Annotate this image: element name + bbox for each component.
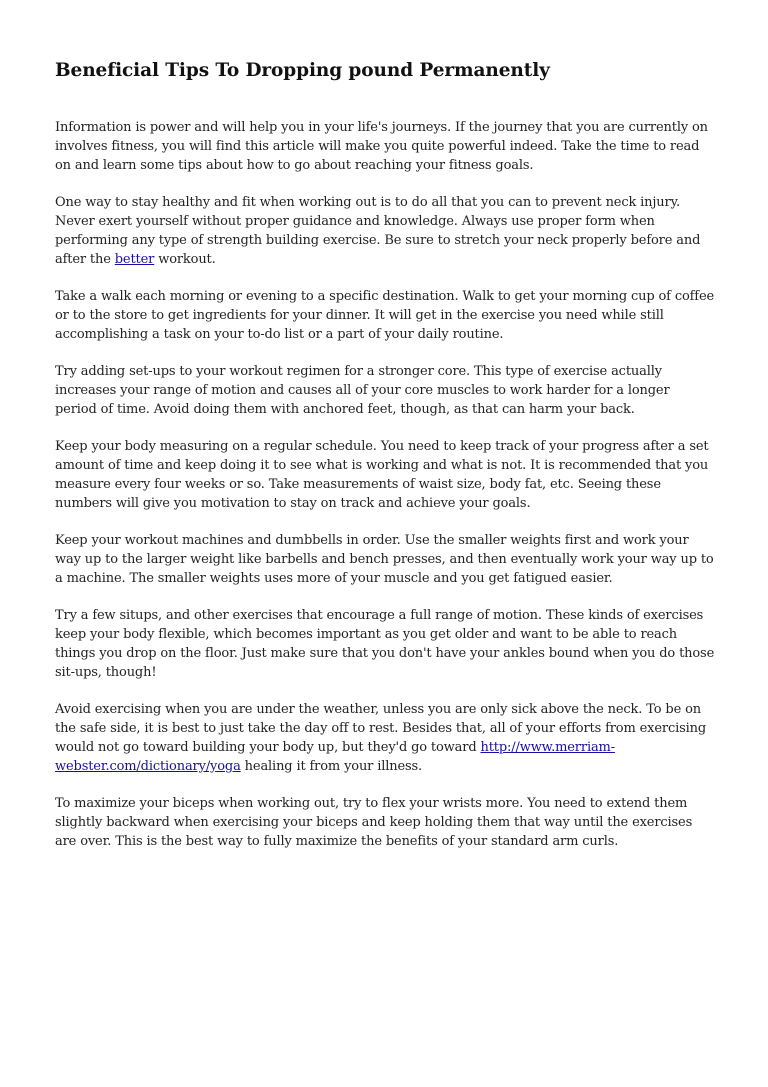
paragraph-situps: Try a few situps, and other exercises that encourage a full range of motion. These kinds of exercises keep your body flexible, which becomes important as you get older and want to be able to reach things you drop on the floor. Just make sure that you don't have your ankles bound when you do those sit-ups, though! (55, 608, 715, 680)
paragraph-walk: Take a walk each morning or evening to a specific destination. Walk to get your morning cup of coffee or to the store to get ingredients for your dinner. It will get in the exercise you need while still accomplishing a task on your to-do list or a part of your daily routine. (55, 289, 715, 342)
paragraph-intro: Information is power and will help you in your life's journeys. If the journey that you are currently on involves fitness, you will find this article will make you quite powerful indeed. Take the time to read on and learn some tips about how to go about reaching your fitness goals. (55, 120, 708, 173)
paragraph-measuring: Keep your body measuring on a regular schedule. You need to keep track of your progress after a set amount of time and keep doing it to see what is working and what is not. It is recommended that you measure every four weeks or so. Take measurements of waist size, body fat, etc. Seeing these numbers will give you motivation to stay on track and achieve your goals. (55, 439, 709, 511)
yoga-dictionary-link[interactable]: http://www.merriam-webster.com/dictionary/yoga (55, 740, 615, 774)
paragraph-text: workout. (154, 252, 216, 267)
paragraph-dumbbells: Keep your workout machines and dumbbells in order. Use the smaller weights first and work your way up to the larger weight like barbells and bench presses, and then eventually work your way up to a machine. The smaller weights uses more of your muscle and you get fatigued easier. (55, 533, 714, 586)
paragraph-text: healing it from your illness. (240, 759, 423, 774)
document-title: Beneficial Tips To Dropping pound Permanently (55, 60, 550, 81)
document-page (55, 58, 715, 869)
better-link[interactable]: better (114, 252, 155, 267)
paragraph-biceps: To maximize your biceps when working out, try to flex your wrists more. You need to extend them slightly backward when exercising your biceps and keep holding them that way until the exercises are over. This is the best way to fully maximize the benefits of your standard arm curls. (55, 796, 693, 849)
paragraph-set-ups: Try adding set-ups to your workout regimen for a stronger core. This type of exercise actually increases your range of motion and causes all of your core muscles to work harder for a longer period of time. Avoid doing them with anchored feet, though, as that can harm your back. (55, 364, 670, 417)
paragraph-text: Avoid exercising when you are under the weather, unless you are only sick above the neck. To be on the safe side, it is best to just take the day off to rest. Besides that, all of your efforts from exercising would not go toward building your body up, but they'd go toward (55, 702, 707, 755)
paragraph-neck-injury (55, 193, 715, 269)
paragraph-text: One way to stay healthy and fit when working out is to do all that you can to prevent neck injury. Never exert yourself without proper guidance and knowledge. Always use proper form when performing any type of strength building exercise. Be sure to stretch your neck properly before and after the (55, 195, 701, 267)
paragraph-illness (55, 700, 715, 776)
